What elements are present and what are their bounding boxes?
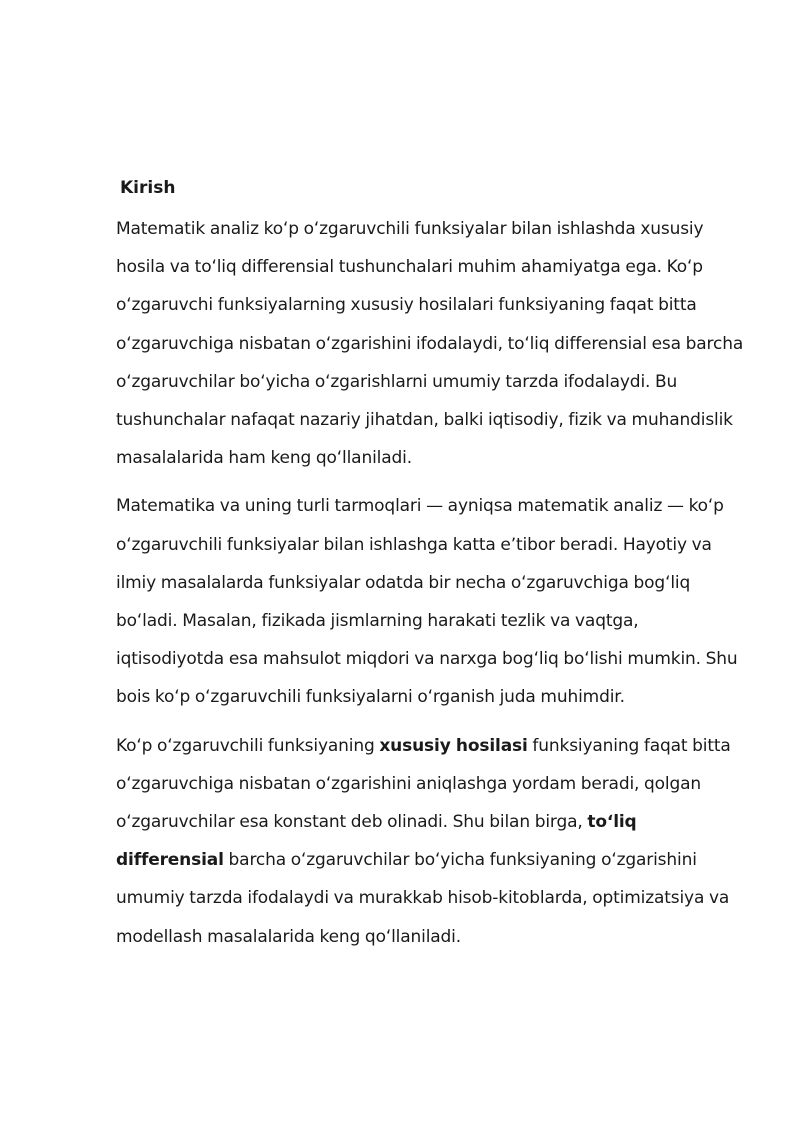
paragraph-text: Koʻp oʻzgaruvchili funksiyaning [116, 735, 380, 756]
term-partial-derivative: xususiy hosilasi [379, 735, 528, 756]
term-total-differential: toʻliq differensial [116, 812, 637, 871]
paragraph-text: barcha oʻzgaruvchilar boʻyicha funksiyaning oʻzgarishini umumiy tarzda ifodalaydi va murakkab hisob-kitoblarda, optimizatsiya va modellash masalalarida keng qoʻllaniladi. [116, 850, 730, 947]
paragraph-intro: Matematik analiz koʻp oʻzgaruvchili funksiyalar bilan ishlashda xususiy hosila va toʻliq differensial tushunchalari muhim ahamiyatga ega. Koʻp oʻzgaruvchi funksiyalarning xususiy hosilalari funksiyaning faqat bitta oʻzgaruvchiga nisbatan oʻzgarishini ifodalaydi, toʻliq differensial esa barcha oʻzgaruvchilar boʻyicha oʻzgarishlarni umumiy tarzda ifodalaydi. Bu tushunchalar nafaqat nazariy jihatdan, balki iqtisodiy, fizik va muhandislik masalalarida ham keng qoʻllaniladi. [116, 219, 744, 469]
document-body [116, 174, 746, 966]
section-heading: Kirish [120, 178, 176, 198]
paragraph-text: funksiyaning faqat bitta oʻzgaruvchiga nisbatan oʻzgarishini aniqlashga yordam beradi, qolgan oʻzgaruvchilar esa konstant deb olinadi. Shu bilan birga, [116, 735, 731, 833]
paragraph-context: Matematika va uning turli tarmoqlari — ayniqsa matematik analiz — koʻp oʻzgaruvchili funksiyalar bilan ishlashga katta eʼtibor beradi. Hayotiy va ilmiy masalalarda funksiyalar odatda bir necha oʻzgaruvchiga bogʻliq boʻladi. Masalan, fizikada jismlarning harakati tezlik va vaqtga, iqtisodiyotda esa mahsulot miqdori va narxga bogʻliq boʻlishi mumkin. Shu bois koʻp oʻzgaruvchili funksiyalarni oʻrganish juda muhimdir. [116, 496, 738, 708]
paragraph-definitions [116, 727, 746, 956]
